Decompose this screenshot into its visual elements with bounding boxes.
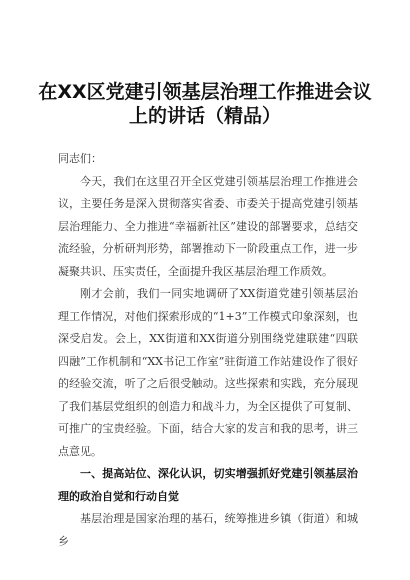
document-body bbox=[58, 148, 358, 553]
section-heading: 一、提高站位、深化认识，切实增强抓好党建引领基层治理的政治自觉和行动自觉 bbox=[58, 467, 358, 503]
greeting: 同志们： bbox=[58, 152, 102, 165]
title-line-2: 上的讲话（精品） bbox=[128, 105, 281, 127]
title-line-1: 在XX区党建引领基层治理工作推进会议 bbox=[38, 81, 372, 103]
paragraph-research: 刚才会前，我们一同实地调研了XX街道党建引领基层治理工作情况，对他们探索形成的“1+3”工作模式印象深刻，也深受启发。会上，XX街道和XX街道分别围绕党建联建“四联四融”工作机制和“XX书记工作室”驻街道工作站建设作了很好的经验交流，听了之后很受触动。这些探索和实践，充分展现了我们基层党组织的创造力和战斗力，为全区提供了可复制、可推广的宝贵经验。下面，结合大家的发言和我的思考，讲三点意见。 bbox=[58, 287, 358, 458]
paragraph-opening: 今天，我们在这里召开全区党建引领基层治理工作推进会议，主要任务是深入贯彻落实省委、市委关于提高党建引领基层治理能力、全力推进“幸福新社区”建设的部署要求，总结交流经验，分析研判形势，部署推动下一阶段重点工作，进一步凝聚共识、压实责任，全面提升我区基层治理工作质效。 bbox=[58, 174, 358, 278]
paragraph-section-start: 基层治理是国家治理的基石，统筹推进乡镇（街道）和城乡 bbox=[58, 512, 358, 548]
document-title bbox=[30, 80, 380, 128]
